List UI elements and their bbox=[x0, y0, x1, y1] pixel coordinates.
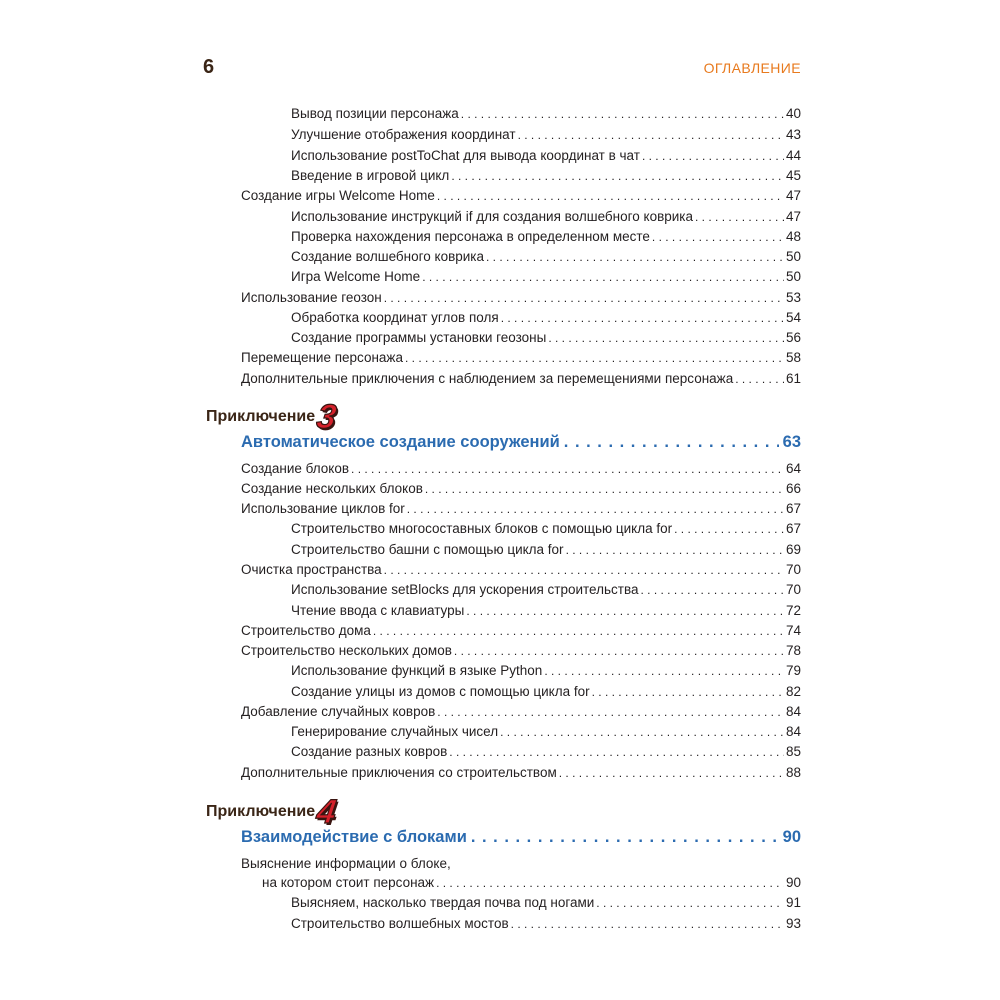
adventure-number-4: 4 bbox=[314, 793, 339, 831]
toc-entry[interactable]: Использование postToChat для вывода координат в чат . . . 44 bbox=[291, 148, 801, 164]
toc-entry[interactable]: Выясняем, насколько твердая почва под ногами . . . 91 bbox=[291, 895, 801, 911]
toc-entry[interactable]: Строительство многосоставных блоков с помощью цикла for . . . 67 bbox=[291, 521, 801, 537]
toc-entry[interactable]: Использование setBlocks для ускорения строительства . . . 70 bbox=[291, 582, 801, 598]
toc-entry[interactable]: Генерирование случайных чисел . . . 84 bbox=[291, 724, 801, 740]
toc-entry[interactable]: Улучшение отображения координат . . . 43 bbox=[291, 127, 801, 143]
toc-entry[interactable]: Добавление случайных ковров . . . 84 bbox=[241, 704, 801, 720]
toc-entry[interactable]: Строительство башни с помощью цикла for . . . 69 bbox=[291, 542, 801, 558]
toc-entry[interactable]: Строительство волшебных мостов . . . 93 bbox=[291, 916, 801, 932]
toc-entry[interactable]: Создание улицы из домов с помощью цикла for . . . 82 bbox=[291, 684, 801, 700]
toc-entry-first-line[interactable]: Выяснение информации о блоке, bbox=[241, 856, 451, 871]
toc-entry[interactable]: Очистка пространства . . . 70 bbox=[241, 562, 801, 578]
page-number: 6 bbox=[203, 56, 215, 78]
adventure-word: Приключение bbox=[206, 803, 316, 820]
adventure-word: Приключение bbox=[206, 408, 316, 425]
toc-entry[interactable]: Использование геозон . . . 53 bbox=[241, 290, 801, 306]
toc-entry[interactable]: Перемещение персонажа . . . 58 bbox=[241, 350, 801, 366]
toc-entry[interactable]: Введение в игровой цикл . . . 45 bbox=[291, 168, 801, 184]
toc-entry[interactable]: Вывод позиции персонажа . . . 40 bbox=[291, 106, 801, 122]
toc-entry[interactable]: Дополнительные приключения со строительством . . . 88 bbox=[241, 765, 801, 781]
toc-entry[interactable]: Игра Welcome Home . . . 50 bbox=[291, 269, 801, 285]
toc-entry[interactable]: Создание нескольких блоков . . . 66 bbox=[241, 481, 801, 497]
adventure-4-label bbox=[206, 793, 339, 831]
toc-entry[interactable]: Создание разных ковров . . . 85 bbox=[291, 744, 801, 760]
toc-entry[interactable]: Создание блоков . . . 64 bbox=[241, 461, 801, 477]
toc-entry[interactable]: Строительство дома . . . 74 bbox=[241, 623, 801, 639]
toc-entry[interactable]: Дополнительные приключения с наблюдением за перемещениями персонажа . . . 61 bbox=[241, 371, 801, 387]
toc-entry[interactable]: Чтение ввода с клавиатуры . . . 72 bbox=[291, 603, 801, 619]
running-head: ОГЛАВЛЕНИЕ bbox=[703, 60, 801, 76]
toc-entry[interactable]: Использование циклов for . . . 67 bbox=[241, 501, 801, 517]
adventure-number-3: 3 bbox=[314, 398, 339, 436]
toc-entry[interactable]: Обработка координат углов поля . . . 54 bbox=[291, 310, 801, 326]
toc-entry[interactable]: Использование функций в языке Python . . . 79 bbox=[291, 663, 801, 679]
toc-entry[interactable]: Строительство нескольких домов . . . 78 bbox=[241, 643, 801, 659]
toc-entry[interactable]: Создание волшебного коврика . . . 50 bbox=[291, 249, 801, 265]
toc-entry[interactable]: Создание программы установки геозоны . . . 56 bbox=[291, 330, 801, 346]
toc-entry[interactable]: Создание игры Welcome Home . . . 47 bbox=[241, 188, 801, 204]
chapter-title-3[interactable]: Автоматическое создание сооружений . . . 63 bbox=[241, 433, 801, 452]
chapter-title-4[interactable]: Взаимодействие с блоками . . . 90 bbox=[241, 828, 801, 847]
toc-entry[interactable]: Проверка нахождения персонажа в определенном месте . . . 48 bbox=[291, 229, 801, 245]
adventure-3-label bbox=[206, 398, 339, 436]
toc-entry[interactable]: Использование инструкций if для создания волшебного коврика . . . 47 bbox=[291, 209, 801, 225]
toc-entry[interactable]: на котором стоит персонаж . . . 90 bbox=[262, 875, 801, 891]
